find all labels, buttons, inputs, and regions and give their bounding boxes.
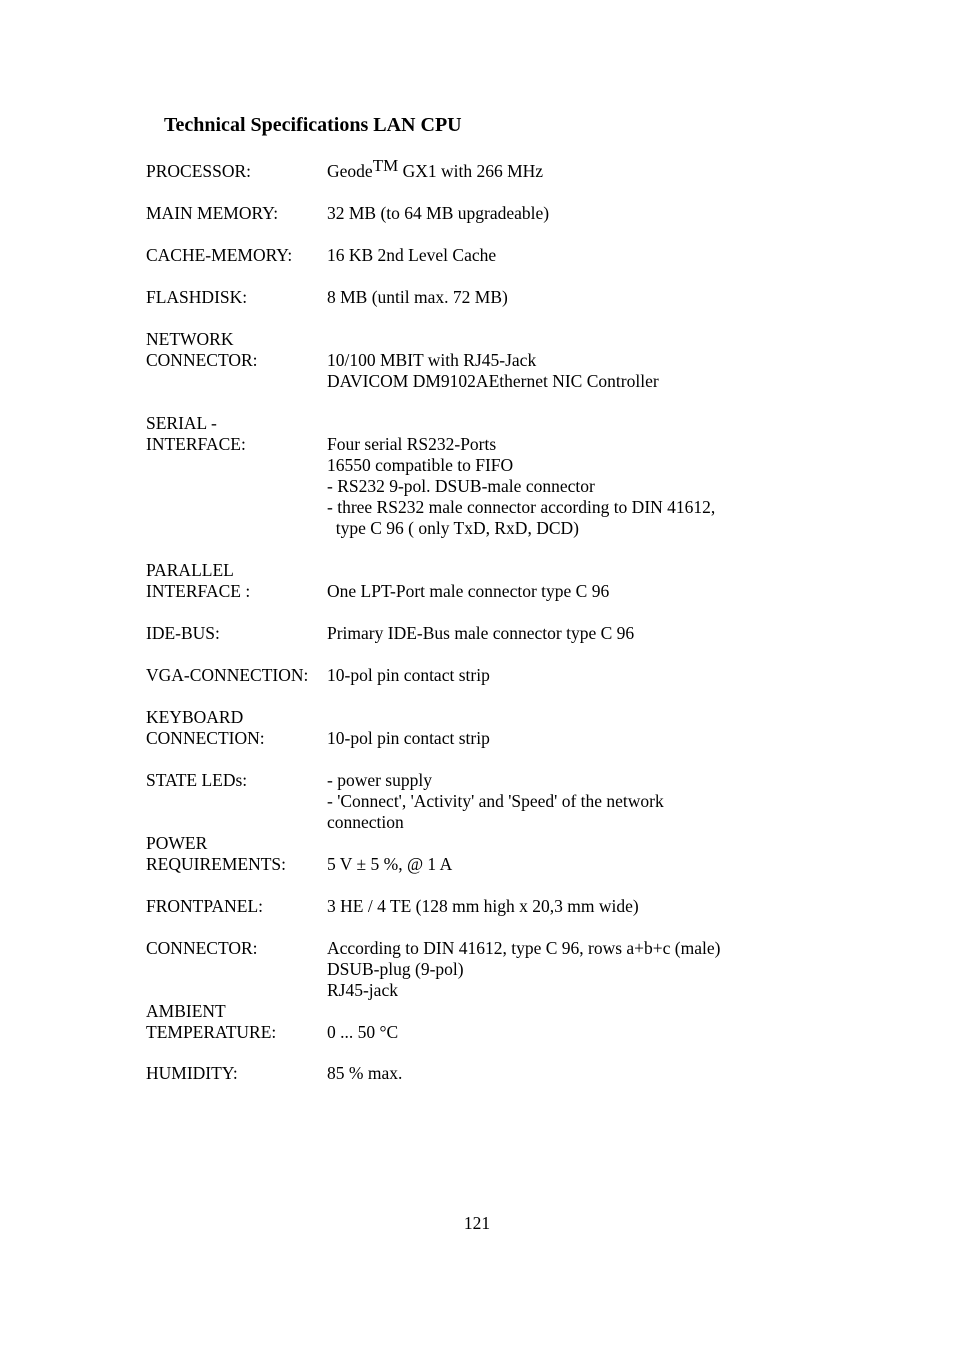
spec-label-cache-memory: CACHE-MEMORY:	[146, 245, 293, 265]
trademark-mark: TM	[372, 156, 399, 175]
spec-label-main-memory: MAIN MEMORY:	[146, 203, 279, 223]
spec-value-cache-memory: 16 KB 2nd Level Cache	[327, 245, 497, 265]
spec-value-serial-line3: - RS232 9-pol. DSUB-male connector	[327, 476, 595, 496]
spec-value-flashdisk: 8 MB (until max. 72 MB)	[327, 287, 508, 307]
spec-label-network-line1: NETWORK	[146, 329, 234, 349]
spec-label-flashdisk: FLASHDISK:	[146, 287, 248, 307]
spec-value-network-line1: 10/100 MBIT with RJ45-Jack	[327, 350, 537, 370]
spec-label-connector: CONNECTOR:	[146, 938, 258, 958]
spec-value-network-line2: DAVICOM DM9102AEthernet NIC Controller	[327, 371, 659, 391]
spec-value-leds-line2: - 'Connect', 'Activity' and 'Speed' of the network	[327, 791, 664, 811]
spec-value-leds-line3: connection	[327, 812, 404, 832]
spec-value-vga: 10-pol pin contact strip	[327, 665, 490, 685]
spec-value-humidity: 85 % max.	[327, 1063, 403, 1083]
spec-label-parallel-line1: PARALLEL	[146, 560, 234, 580]
spec-value-leds-line1: - power supply	[327, 770, 432, 790]
spec-label-temperature-line2: TEMPERATURE:	[146, 1022, 277, 1042]
spec-value-keyboard: 10-pol pin contact strip	[327, 728, 490, 748]
spec-value-serial-line1: Four serial RS232-Ports	[327, 434, 497, 454]
spec-value-connector-line1: According to DIN 41612, type C 96, rows a+b+c (male)	[327, 938, 721, 958]
processor-name: Geode	[327, 161, 373, 181]
spec-value-serial-line4: - three RS232 male connector according to DIN 41612,	[327, 497, 716, 517]
spec-label-frontpanel: FRONTPANEL:	[146, 896, 264, 916]
spec-label-parallel-line2: INTERFACE :	[146, 581, 251, 601]
spec-label-power-line2: REQUIREMENTS:	[146, 854, 286, 874]
spec-value-temperature: 0 ... 50 °C	[327, 1022, 399, 1042]
spec-label-vga: VGA-CONNECTION:	[146, 665, 309, 685]
processor-detail: GX1 with 266 MHz	[398, 161, 544, 181]
spec-label-keyboard-line1: KEYBOARD	[146, 707, 244, 727]
spec-value-ide-bus: Primary IDE-Bus male connector type C 96	[327, 623, 635, 643]
spec-value-serial-line5: type C 96 ( only TxD, RxD, DCD)	[327, 518, 579, 538]
spec-label-serial-line2: INTERFACE:	[146, 434, 246, 454]
spec-value-power: 5 V ± 5 %, @ 1 A	[327, 854, 453, 874]
spec-label-state-leds: STATE LEDs:	[146, 770, 248, 790]
spec-value-connector-line3: RJ45-jack	[327, 980, 398, 1000]
page-number: 121	[463, 1213, 491, 1233]
spec-value-connector-line2: DSUB-plug (9-pol)	[327, 959, 464, 979]
spec-value-processor	[327, 156, 544, 182]
spec-label-ide-bus: IDE-BUS:	[146, 623, 220, 643]
spec-value-parallel: One LPT-Port male connector type C 96	[327, 581, 610, 601]
spec-value-frontpanel: 3 HE / 4 TE (128 mm high x 20,3 mm wide)	[327, 896, 639, 916]
spec-label-serial-line1: SERIAL -	[146, 413, 217, 433]
spec-label-network-line2: CONNECTOR:	[146, 350, 258, 370]
spec-label-humidity: HUMIDITY:	[146, 1063, 238, 1083]
spec-label-keyboard-line2: CONNECTION:	[146, 728, 265, 748]
spec-label-power-line1: POWER	[146, 833, 208, 853]
spec-label-processor: PROCESSOR:	[146, 161, 252, 181]
spec-label-temperature-line1: AMBIENT	[146, 1001, 226, 1021]
spec-value-main-memory: 32 MB (to 64 MB upgradeable)	[327, 203, 550, 223]
page-title: Technical Specifications LAN CPU	[164, 114, 462, 136]
spec-value-serial-line2: 16550 compatible to FIFO	[327, 455, 514, 475]
